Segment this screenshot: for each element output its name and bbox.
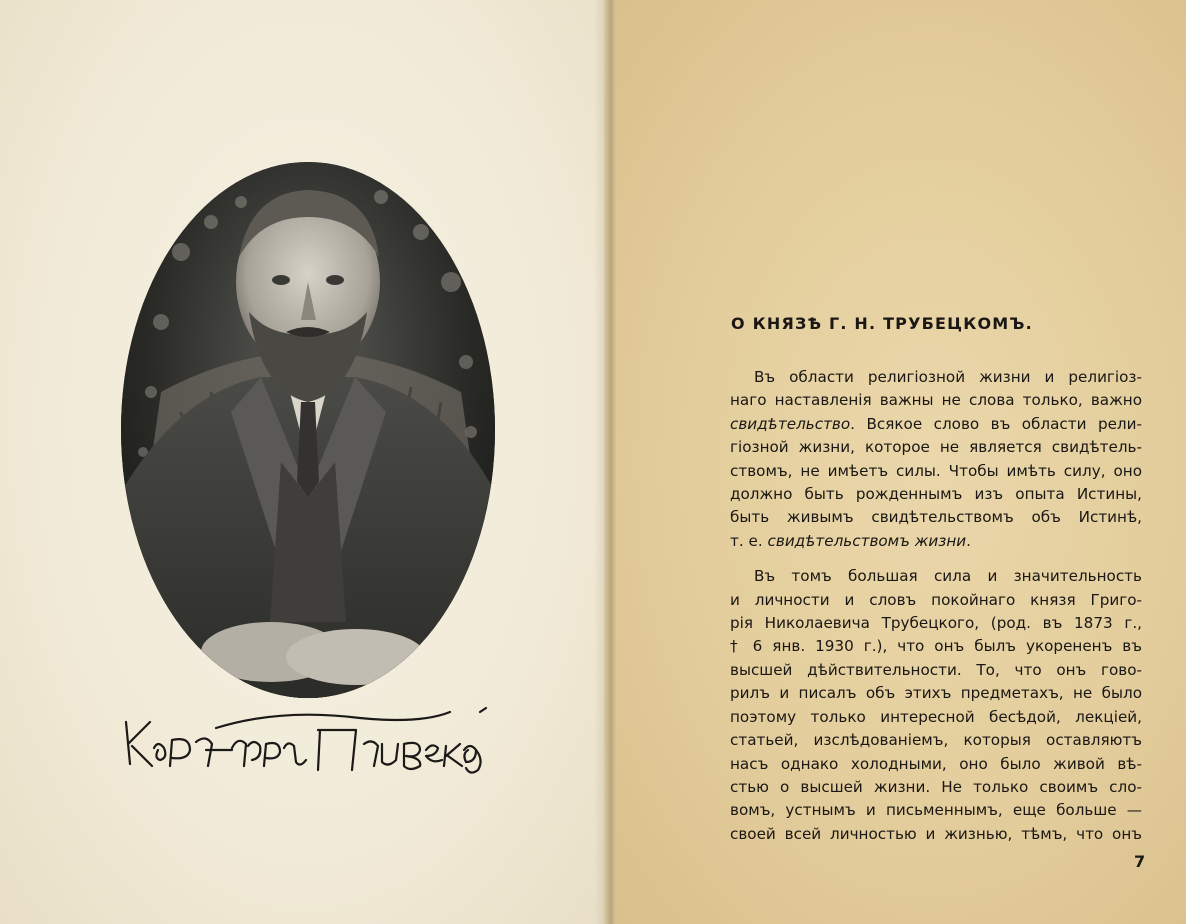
signature-icon: [120, 700, 492, 790]
text-line: насъ однако холодными, оно было живой вѣ-: [730, 754, 1142, 773]
text-line: должно быть рожденнымъ изъ опыта Истины,: [730, 485, 1142, 504]
italic-text: свидѣтельствомъ жизни: [767, 531, 967, 550]
text-line: рія Николаевича Трубецкого, (род. въ 1873 г.,: [730, 614, 1142, 633]
text-line: рилъ и писалъ объ этихъ предметахъ, не было: [730, 684, 1142, 703]
text-fragment: . Всякое слово въ области рели-: [850, 414, 1142, 433]
text-line: Въ области религіозной жизни и религіоз-: [754, 368, 1142, 386]
text-line: поэтому только интересной бесѣдой, лекціей,: [730, 707, 1142, 726]
text-line: статьей, изслѣдованіемъ, которыя оставляютъ: [730, 731, 1142, 750]
text-line: [730, 530, 1142, 553]
paragraph-2: [730, 565, 1142, 846]
page-number: 7: [1134, 852, 1146, 871]
italic-text: свидѣтельство: [730, 414, 851, 433]
text-line: и личности и словъ покойнаго князя Григо-: [730, 590, 1142, 609]
signature: [120, 700, 492, 790]
body-text: [730, 366, 1142, 846]
text-line: † 6 янв. 1930 г.), что онъ былъ укорененъ въ: [730, 637, 1142, 656]
text-fragment: .: [966, 531, 971, 550]
text-line: ствомъ, не имѣетъ силы. Чтобы имѣть силу, оно: [730, 461, 1142, 480]
portrait-photo-icon: [121, 162, 495, 698]
right-page: [616, 0, 1186, 924]
text-line: стью о высшей жизни. Не только своимъ сло-: [730, 777, 1142, 796]
text-line: своей всей личностью и жизнью, тѣмъ, что онъ: [730, 824, 1142, 843]
text-fragment: т. е.: [730, 531, 768, 550]
text-line: [730, 413, 1142, 436]
text-line: быть живымъ свидѣтельствомъ объ Истинѣ,: [730, 508, 1142, 527]
text-line: высшей дѣйствительности. То, что онъ гово-: [730, 660, 1142, 679]
text-line: наго наставленія важны не слова только, важно: [730, 391, 1142, 410]
portrait-photo: [121, 162, 495, 698]
paragraph-1: [730, 366, 1142, 553]
text-line: вомъ, устнымъ и письменнымъ, еще больше —: [730, 801, 1142, 820]
text-line: гіозной жизни, которое не является свидѣтель-: [730, 438, 1142, 457]
chapter-heading: О КНЯЗѢ Г. Н. ТРУБЕЦКОМЪ.: [731, 314, 1033, 333]
text-line: Въ томъ большая сила и значительность: [754, 567, 1142, 586]
